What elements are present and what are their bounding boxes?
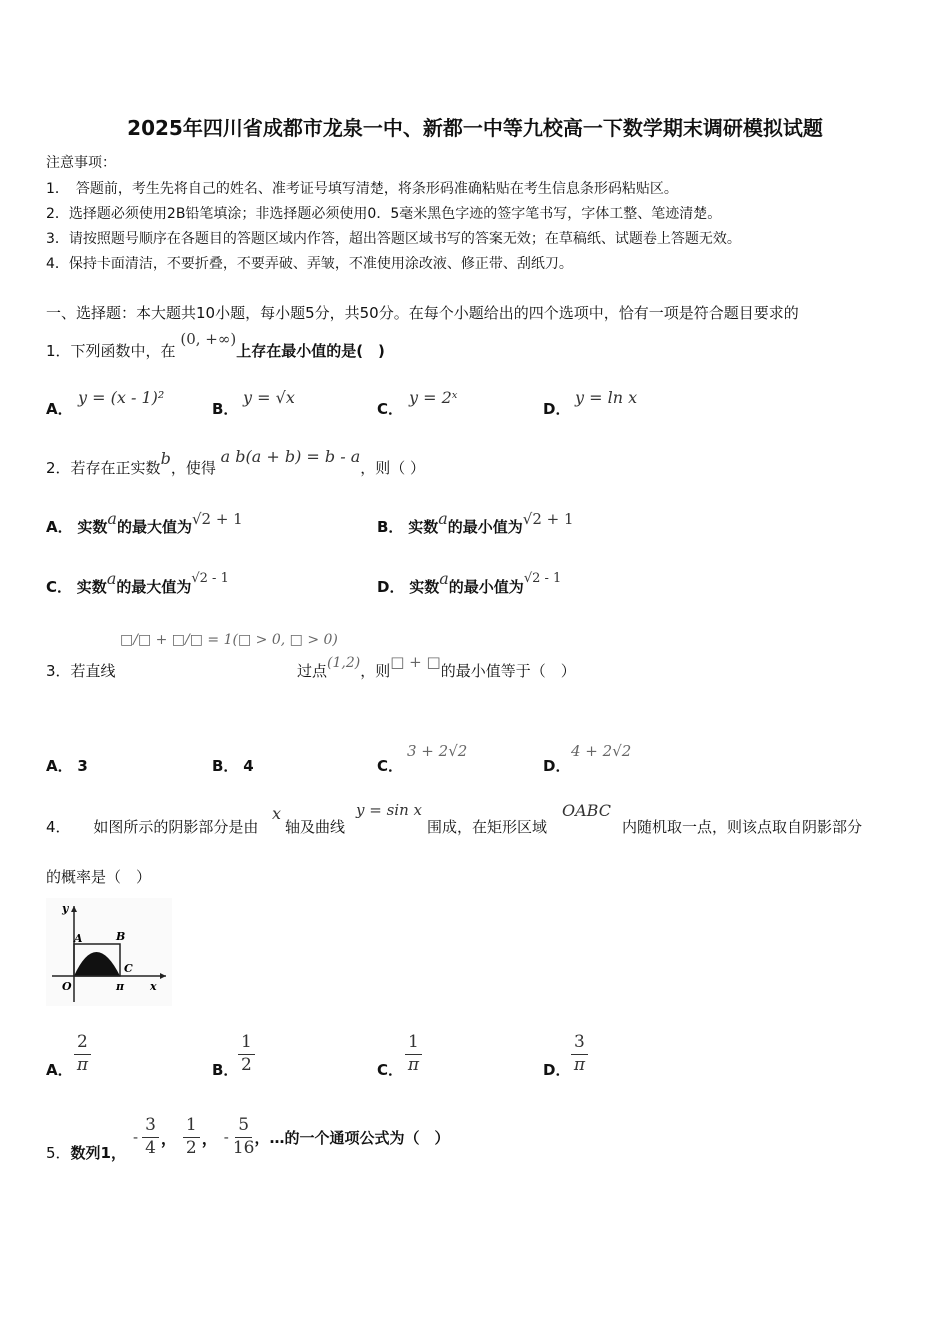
interval: (0, +∞) xyxy=(180,330,237,348)
option-value: √2 - 1 xyxy=(523,571,562,586)
frac-num: 5 xyxy=(235,1117,252,1138)
option-label: C． xyxy=(377,1061,404,1079)
question-text: 的最小值等于（ ） xyxy=(440,662,576,680)
frac-num: 3 xyxy=(142,1117,159,1138)
question-text: 若存在正实数 xyxy=(70,459,161,477)
question-text: 上存在最小值的是( ) xyxy=(236,342,385,360)
sine-figure-svg xyxy=(46,898,172,1006)
option-value: √2 - 1 xyxy=(191,571,229,586)
option-value: √2 + 1 xyxy=(522,510,574,528)
option-c[interactable] xyxy=(377,755,403,776)
option-text: 的最大值为 xyxy=(116,518,192,536)
axis-variable: x xyxy=(272,804,282,823)
question-number: 2． xyxy=(46,459,71,477)
option-value: √2 + 1 xyxy=(191,510,243,528)
variable: b xyxy=(160,449,171,468)
point: (1,2) xyxy=(327,655,361,671)
option-d-expr: y = ln x xyxy=(575,388,638,407)
variable: a xyxy=(438,509,448,528)
option-label: D． xyxy=(543,1061,571,1079)
frac-den: π xyxy=(407,1054,419,1075)
frac-den: 16 xyxy=(232,1137,255,1158)
variable: a xyxy=(439,569,449,588)
question-text: 内随机取一点，则该点取自阴影部分 xyxy=(622,818,863,836)
notice-item: 3．请按照题号顺序在各题目的答题区域内作答，超出答题区域书写的答案无效；在草稿纸、试题卷上答题无效。 xyxy=(46,231,741,247)
question-2 xyxy=(46,447,426,478)
separator: ， xyxy=(201,1128,218,1148)
option-label: C． xyxy=(46,578,73,596)
question-3-cont xyxy=(297,653,576,681)
question-number: 4． xyxy=(46,818,71,836)
option-b-expr: y = √x xyxy=(243,388,295,407)
question-3 xyxy=(46,660,116,681)
option-b[interactable] xyxy=(212,1059,238,1080)
option-label: C． xyxy=(377,400,404,418)
separator: ， xyxy=(160,1128,177,1148)
option-d[interactable] xyxy=(543,755,570,776)
question-number: 5． xyxy=(46,1144,71,1162)
option-c-value: 3 + 2√2 xyxy=(407,742,468,760)
variable: a xyxy=(106,569,117,588)
question-number: 3． xyxy=(46,662,71,680)
sequence-terms xyxy=(133,1117,450,1158)
option-label: D． xyxy=(543,400,571,418)
option-d[interactable] xyxy=(543,398,570,419)
frac-num: 1 xyxy=(405,1034,422,1055)
option-d-frac xyxy=(571,1034,588,1075)
option-a-expr: y = (x - 1)² xyxy=(78,388,165,407)
frac-num: 1 xyxy=(183,1117,200,1138)
line-equation: □/□ + □/□ = 1(□ > 0, □ > 0) xyxy=(120,632,338,648)
question-text: ，使得 xyxy=(170,459,216,477)
option-c-expr: y = 2ˣ xyxy=(409,388,458,407)
option-label: A． xyxy=(46,1061,73,1079)
notice-item: 4．保持卡面清洁，不要折叠，不要弄破、弄皱，不准使用涂改液、修正带、刮纸刀。 xyxy=(46,256,573,272)
option-b[interactable] xyxy=(212,398,238,419)
frac-num: 3 xyxy=(571,1034,588,1055)
curve: y = sin x xyxy=(356,801,422,819)
option-d[interactable] xyxy=(543,1059,570,1080)
option-label: B． xyxy=(212,1061,239,1079)
question-4 xyxy=(46,816,258,837)
notice-item: 2．选择题必须使用2B铅笔填涂；非选择题必须使用0．5毫米黑色字迹的签字笔书写，字体工整、笔迹清楚。 xyxy=(46,206,722,222)
option-c-frac xyxy=(405,1034,422,1075)
page-title: 2025年四川省成都市龙泉一中、新都一中等九校高一下数学期末调研模拟试题 xyxy=(127,116,823,140)
equation: a b(a + b) = b - a xyxy=(220,447,361,466)
option-text: 实数 xyxy=(77,518,108,536)
fig-label-y: y xyxy=(62,902,69,915)
option-a[interactable] xyxy=(46,398,73,419)
option-a[interactable] xyxy=(46,509,243,537)
fig-label-o: O xyxy=(62,980,72,993)
option-label: B． xyxy=(212,400,239,418)
question-text: 轴及曲线 xyxy=(285,818,346,836)
option-label: D． xyxy=(377,578,405,596)
notice-heading: 注意事项： xyxy=(46,155,116,171)
question-text: 的概率是（ ） xyxy=(46,868,152,886)
frac-den: π xyxy=(573,1054,585,1075)
option-value: 4 xyxy=(243,757,254,775)
option-label: A． xyxy=(46,757,73,775)
option-c[interactable] xyxy=(377,398,403,419)
fig-label-a: A xyxy=(74,932,83,945)
option-text: 的最小值为 xyxy=(448,578,524,596)
option-a[interactable] xyxy=(46,1059,73,1080)
option-b[interactable] xyxy=(377,509,574,537)
option-text: 的最大值为 xyxy=(116,578,192,596)
option-c[interactable] xyxy=(46,569,229,597)
option-label: D． xyxy=(543,757,571,775)
fig-label-pi: π xyxy=(116,980,125,993)
option-label: B． xyxy=(377,518,404,536)
section-heading: 一、选择题：本大题共10小题，每小题5分，共50分。在每个小题给出的四个选项中，恰有一项是符合题目要求的 xyxy=(46,304,799,322)
option-d[interactable] xyxy=(377,569,562,597)
fig-label-c: C xyxy=(124,962,133,975)
option-label: B． xyxy=(212,757,239,775)
question-text: 下列函数中，在 xyxy=(70,342,176,360)
question-text: ，…的一个通项公式为（ ） xyxy=(254,1128,450,1147)
option-label: A． xyxy=(46,400,73,418)
option-b[interactable] xyxy=(212,755,254,776)
sine-figure xyxy=(46,898,172,1006)
question-1 xyxy=(46,330,385,361)
option-text: 的最小值为 xyxy=(447,518,523,536)
fig-label-x: x xyxy=(150,980,157,993)
option-label: C． xyxy=(377,757,404,775)
variable: a xyxy=(107,509,117,528)
option-value: 3 xyxy=(77,757,88,775)
question-text: 若直线 xyxy=(70,662,116,680)
option-text: 实数 xyxy=(408,518,439,536)
question-text: 数列1， xyxy=(70,1144,126,1162)
frac-den: π xyxy=(76,1054,88,1075)
frac-den: 4 xyxy=(145,1137,156,1158)
option-text: 实数 xyxy=(409,578,440,596)
notice-item: 1． 答题前，考生先将自己的姓名、准考证号填写清楚，将条形码准确粘贴在考生信息条形码粘贴区。 xyxy=(46,181,678,197)
question-text: ，则 xyxy=(360,662,391,680)
option-c[interactable] xyxy=(377,1059,403,1080)
question-text: 如图所示的阴影部分是由 xyxy=(93,818,259,836)
option-d-value: 4 + 2√2 xyxy=(571,742,632,760)
question-number: 1． xyxy=(46,342,71,360)
option-b-frac xyxy=(238,1034,255,1075)
frac-num: 2 xyxy=(74,1034,91,1055)
frac-num: 1 xyxy=(238,1034,255,1055)
question-text: 围成，在矩形区域 xyxy=(427,818,548,836)
term-sign: - xyxy=(223,1128,229,1147)
rect-label: OABC xyxy=(562,801,611,820)
frac-den: 2 xyxy=(185,1137,197,1158)
option-label: A． xyxy=(46,518,73,536)
frac-den: 2 xyxy=(241,1054,252,1075)
question-5 xyxy=(46,1142,126,1163)
question-text: ，则（ ） xyxy=(360,459,426,477)
question-text: 过点 xyxy=(297,662,328,680)
option-a[interactable] xyxy=(46,755,88,776)
term-sign: - xyxy=(133,1128,139,1147)
option-text: 实数 xyxy=(76,578,107,596)
option-a-frac xyxy=(74,1034,91,1075)
fig-label-b: B xyxy=(116,930,126,943)
expression: □ + □ xyxy=(390,653,441,671)
